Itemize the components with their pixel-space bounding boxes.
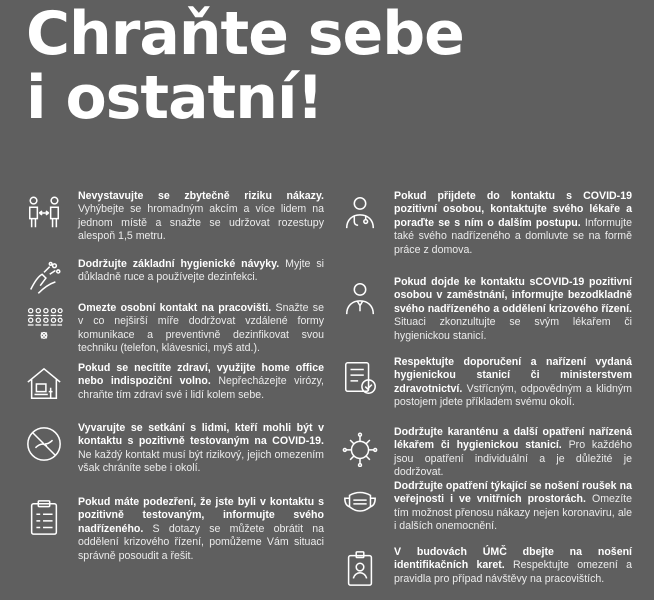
list-item [340,480,632,534]
item-heading: V budovách ÚMČ dbejte na nošení identifikačních karet. [394,546,632,572]
item-text: Situaci zkonzultujte se svým lékařem či hygienickou stanicí. [394,316,632,342]
item-text: Ne každý kontakt musí být rizikový, jejich omezením však chráníte sebe i okolí. [78,448,324,475]
face-mask-icon [340,482,380,522]
title-line-1: Chraňte sebe [26,0,464,69]
item-heading: Nevystavujte se zbytečně riziku nákazy. [78,190,324,202]
title-line-2: i ostatní! [26,63,323,133]
doctor-icon [340,192,380,232]
item-text: Omezíte tím možnost přenosu nákazy nejen koronaviru, ale i dalších onemocnění. [394,493,632,533]
item-heading: Dodržujte karanténu a další opatření nařízená lékařem či hygienickou stanicí. [394,426,632,452]
list-item [340,190,632,257]
item-heading: Dodržujte opatření týkající se nošení roušek na veřejnosti i ve vnitřních prostorách. [394,480,632,506]
crowd-icon [24,304,64,344]
list-item [24,422,324,476]
item-heading: Pokud máte podezření, že jste byli v kontaktu s pozitivně testovaným, informujte svého nadřízeného. [78,496,324,535]
item-text: S dotazy se můžete obrátit na oddělení krizového řízení, pomůžeme Vám situaci správně posoudit a řešit. [78,522,324,562]
people-distance-icon [24,192,64,232]
list-item [24,362,324,404]
person-icon [340,278,380,318]
list-item [340,426,632,480]
item-text: Snažte se v co nejširší míře dodržovat vzdálené formy komunikace a preventivně dezinfikovat svou techniku (telefon, klávesnici, myš atd.). [78,302,324,355]
item-heading: Pokud se necítíte zdraví, využijte home office nebo indispoziční volno. [78,362,324,388]
list-item [24,190,324,244]
item-heading: Vyvarujte se setkání s lidmi, kteří mohli být v kontaktu s pozitivně testovaným na COVID-19. [78,422,324,448]
item-text: Pro každého jsou opatření individuální a je důležité je dodržovat. [394,439,632,479]
list-item [340,356,632,410]
document-check-icon [340,358,380,398]
no-contact-icon [24,424,64,464]
list-item [340,546,632,588]
item-heading: Pokud dojde ke kontaktu sCOVID-19 pozitivní osobou v zaměstnání, informujte bezodkladně svého nadřízeného a oddělení krizového řízení. [394,276,632,315]
item-heading: Omezte osobní kontakt na pracovišti. [78,302,272,314]
item-text: Respektujte omezení a pravidla pro případ návštěvy na pracovištích. [394,559,632,585]
item-heading: Pokud přijdete do kontaktu s COVID-19 pozitivní osobou, kontaktujte svého lékaře a poraďte se s ním o dalším postupu. [394,190,632,229]
list-item [24,302,324,356]
virus-icon [340,428,380,468]
clipboard-icon [24,498,64,538]
item-text: Informujte také svého nadřízeného a domluvte se na formě práce z domova. [394,216,632,256]
item-heading: Dodržujte základní hygienické návyky. [78,258,280,270]
item-text: Vstřícným, odpovědným a klidným postojem jdete příkladem svému okolí. [394,382,632,409]
item-text: Nepřecházejte virózy, chraňte tím zdraví své i lidí kolem sebe. [78,375,324,401]
item-heading: Respektujte doporučení a nařízení vydaná hygienickou stanicí či ministerstvem zdravotnictví. [394,356,632,395]
page-title [26,0,464,133]
list-item [24,496,324,563]
id-badge-icon [340,548,380,588]
list-item [24,258,324,300]
home-office-icon [24,364,64,404]
list-item [340,276,632,343]
item-text: Vyhýbejte se hromadným akcím a více lidem na jednom místě a snažte se udržovat rozestupy alespoň 1,5 metru. [78,203,324,243]
hand-washing-icon [24,260,64,300]
item-text: Myjte si důkladně ruce a používejte dezinfekci. [78,258,324,284]
